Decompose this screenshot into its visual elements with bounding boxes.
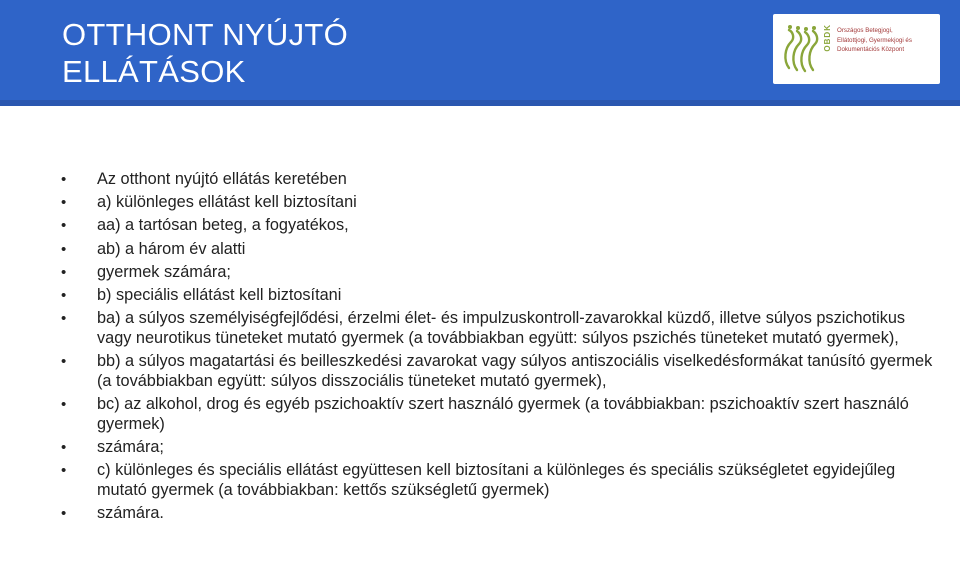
page-title xyxy=(62,16,348,90)
bullet-item: • ba) a súlyos személyiségfejlődési, érzelmi élet- és impulzuskontroll-zavarokkal küzdő, illetve súlyos pszichotikus vagy neurotikus tüneteket mutató gyermek (a továbbiakban együtt: súlyos pszichés tüneteket mutató gyermek), xyxy=(62,309,942,349)
logo-text-line-1: Országos Betegjogi, xyxy=(837,27,893,34)
obdk-logo-icon xyxy=(781,20,823,78)
page-title-line-1: OTTHONT NYÚJTÓ xyxy=(62,17,349,52)
bullet-item: • b) speciális ellátást kell biztosítani xyxy=(62,286,942,306)
bullet-item: • bb) a súlyos magatartási és beilleszkedési zavarokat vagy súlyos antiszociális viselkedésformákat tanúsító gyermek (a továbbiakban együtt: súlyos disszociális tüneteket mutató gyermek), xyxy=(62,352,942,392)
logo-vertical-text: OBDK xyxy=(823,24,832,52)
bullet-item: • Az otthont nyújtó ellátás keretében xyxy=(62,170,942,190)
bullet-list xyxy=(62,170,942,527)
bullet-item: • ab) a három év alatti xyxy=(62,240,942,260)
obdk-logo xyxy=(773,14,940,84)
logo-text-line-3: Dokumentációs Központ xyxy=(837,46,905,53)
logo-text xyxy=(837,26,912,55)
bullet-item: • a) különleges ellátást kell biztosítani xyxy=(62,193,942,213)
bullet-item: • számára. xyxy=(62,504,942,524)
bullet-item: • gyermek számára; xyxy=(62,263,942,283)
title-bar xyxy=(0,0,960,106)
bullet-item: • bc) az alkohol, drog és egyéb pszichoaktív szert használó gyermek (a továbbiakban: pszichoaktív szert használó gyermek) xyxy=(62,395,942,435)
logo-text-line-2: Ellátottjogi, Gyermekjogi és xyxy=(837,36,912,44)
title-bar-band xyxy=(0,100,960,106)
page-title-line-2: ELLÁTÁSOK xyxy=(62,54,246,89)
bullet-item: • aa) a tartósan beteg, a fogyatékos, xyxy=(62,216,942,236)
bullet-item: • c) különleges és speciális ellátást együttesen kell biztosítani a különleges és speciális szükségletet egyidejűleg mutató gyermek (a továbbiakban: kettős szükségletű gyermek) xyxy=(62,461,942,501)
bullet-item: • számára; xyxy=(62,438,942,458)
